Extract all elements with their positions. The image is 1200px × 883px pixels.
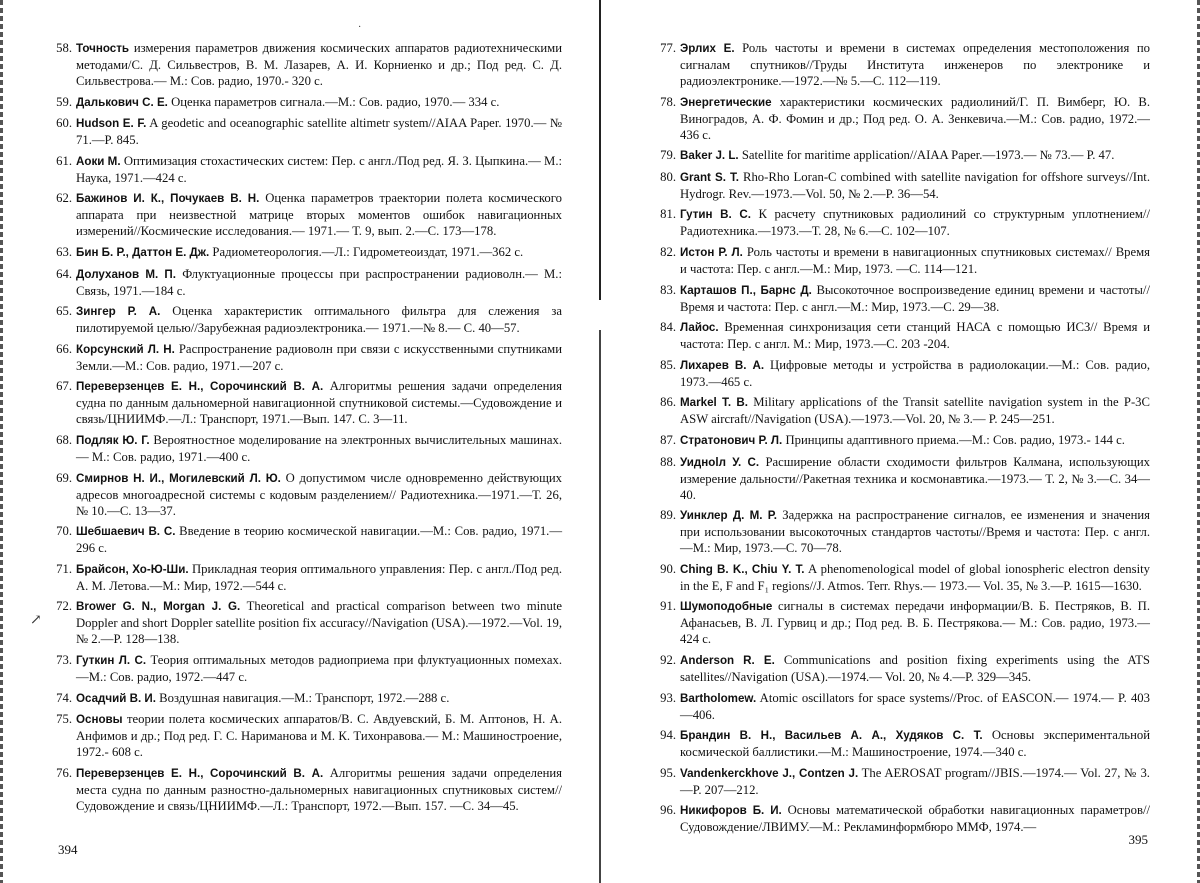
reference-item — [654, 94, 1150, 143]
reference-number: 94. — [654, 727, 676, 743]
reference-text: Оценка параметров сигнала.—М.: Сов. радио, 1970.— 334 с. — [171, 95, 499, 109]
reference-author: Brower G. N., Morgan J. G. — [76, 600, 240, 613]
reference-text: Роль частоты и времени в системах определения местоположения по сигналам спутников//Труды Института инженеров по электронике и радиоэлектронике.—1972.—№ 5.—С. 112—119. — [680, 41, 1150, 88]
reference-item — [50, 561, 562, 594]
reference-item — [654, 357, 1150, 390]
page-number-right: 395 — [1129, 832, 1149, 848]
margin-mark: ↗ — [30, 612, 42, 629]
reference-text: Цифровые методы и устройства в радиолокации.—М.: Сов. радио, 1973.—465 с. — [680, 358, 1150, 389]
reference-text: Временная синхронизация сети станций НАСА с помощью ИСЗ// Время и частота: Пер. с англ. М.: Мир, 1973.—С. 203 -204. — [680, 320, 1150, 351]
reference-author: Точность — [76, 42, 129, 55]
reference-text: A phenomenological model of global ionospheric electron density in the E, F and F₁ regions//J. Atmos. Terr. Rhys.— 1973.— Vol. 35, № 3.—P. 1615—1630. — [680, 562, 1150, 593]
reference-text: Atomic oscillators for space systems//Proc. of EASCON.— 1974.— P. 403—406. — [680, 691, 1150, 722]
reference-number: 67. — [50, 378, 72, 394]
reference-author: Шебшаевич В. С. — [76, 525, 175, 538]
reference-author: Markel T. B. — [680, 396, 748, 409]
reference-number: 72. — [50, 598, 72, 614]
reference-text: Оценка характеристик оптимального фильтра для слежения за пилотируемой целью//Зарубежная радиоэлектроника.— 1971.—№ 8.— С. 40—57. — [76, 304, 562, 335]
reference-number: 81. — [654, 206, 676, 222]
reference-text: Прикладная теория оптимального управления: Пер. с англ./Под ред. А. М. Летова.—М.: Мир, 1972.—544 с. — [76, 562, 562, 593]
reference-text: измерения параметров движения космических аппаратов радиотехническими методами/С. Д. Сильвестров, В. М. Лазарев, А. И. Корниенко и др.; Под ред. С. Д. Сильвестрова.— М.: Сов. радио, 1970.- 320 с. — [76, 41, 562, 88]
reference-number: 80. — [654, 169, 676, 185]
reference-text: О допустимом числе одновременно действующих адресов многоадресной системы с кодовым разделением// Радиотехника.—1971.—Т. 26, № 10.—С. 13—37. — [76, 471, 562, 518]
reference-text: The AEROSAT program//JBIS.—1974.— Vol. 27, № 3.—P. 207—212. — [680, 766, 1150, 797]
reference-text: Theoretical and practical comparison between two minute Doppler and short Doppler satellite position fix accuracy//Navigation (USA).—1972.—Vol. 19, № 2.—P. 128—138. — [76, 599, 562, 646]
reference-item — [654, 394, 1150, 427]
reference-author: Стратонович Р. Л. — [680, 434, 782, 447]
reference-text: Принципы адаптивного приема.—М.: Сов. радио, 1973.- 144 с. — [785, 433, 1125, 447]
reference-text: Расширение области сходимости фильтров Калмана, использующих измерение дальности//Ракетная техника и космонавтика.—1973.— Т. 2, № 3.—С. 34—40. — [680, 455, 1150, 502]
page-right — [606, 0, 1200, 883]
reference-number: 63. — [50, 244, 72, 260]
reference-number: 65. — [50, 303, 72, 319]
reference-number: 86. — [654, 394, 676, 410]
reference-text: Радиометеорология.—Л.: Гидрометеоиздат, 1971.—362 с. — [212, 245, 523, 259]
reference-text: Вероятностное моделирование на электронных вычислительных машинах.— М.: Сов. радио, 1971.—400 с. — [76, 433, 562, 464]
reference-text: Rho-Rho Loran-C combined with satellite navigation for offshore surveys//Int. Hydrogr. Rev.—1973.—Vol. 50, № 2.—P. 36—54. — [680, 170, 1150, 201]
reference-item — [654, 765, 1150, 798]
reference-author: Энергетические — [680, 96, 772, 109]
reference-item — [50, 40, 562, 89]
reference-number: 85. — [654, 357, 676, 373]
reference-number: 70. — [50, 523, 72, 539]
reference-number: 77. — [654, 40, 676, 56]
reference-number: 69. — [50, 470, 72, 486]
reference-number: 66. — [50, 341, 72, 357]
reference-author: Бин Б. Р., Даттон Е. Дж. — [76, 246, 209, 259]
reference-author: Лихарев В. А. — [680, 359, 764, 372]
reference-item — [654, 169, 1150, 202]
reference-author: Эрлих Е. — [680, 42, 735, 55]
reference-item — [50, 652, 562, 685]
reference-author: Основы — [76, 713, 123, 726]
reference-text: A geodetic and oceanographic satellite altimetr system//AIAA Paper. 1970.— № 71.—P. 845. — [76, 116, 562, 147]
reference-number: 62. — [50, 190, 72, 206]
page-left — [0, 0, 600, 883]
reference-author: Hudson E. F. — [76, 117, 146, 130]
reference-text: Теория оптимальных методов радиоприема при флуктуационных помехах.—М.: Сов. радио, 1972.—447 с. — [76, 653, 562, 684]
reference-author: Аоки М. — [76, 155, 121, 168]
reference-number: 71. — [50, 561, 72, 577]
reference-item — [654, 147, 1150, 164]
reference-number: 68. — [50, 432, 72, 448]
reference-author: Vandenkerckhove J., Contzen J. — [680, 767, 858, 780]
reference-text: характеристики космических радиолиний/Г. П. Вимберг, Ю. В. Виноградов, А. Ф. Фомин и др.; Под ред. О. А. Зенкевича.—М.: Сов. радио, 1972.—436 с. — [680, 95, 1150, 142]
reference-text: сигналы в системах передачи информации/В. Б. Пестряков, В. П. Афанасьев, В. Л. Гурвиц и др.; Под ред. В. Б. Пестрякова.— М.: Сов. радио, 1973.—424 с. — [680, 599, 1150, 646]
reference-list-left — [50, 40, 562, 814]
reference-author: Долуханов М. П. — [76, 268, 176, 281]
reference-item — [50, 378, 562, 427]
reference-number: 95. — [654, 765, 676, 781]
reference-item — [654, 454, 1150, 503]
reference-number: 61. — [50, 153, 72, 169]
reference-number: 84. — [654, 319, 676, 335]
reference-item — [654, 507, 1150, 556]
reference-text: Основы экспериментальной космической баллистики.—М.: Машиностроение, 1974.—340 с. — [680, 728, 1150, 759]
reference-author: Уидноlл У. С. — [680, 456, 759, 469]
reference-author: Подляк Ю. Г. — [76, 434, 150, 447]
reference-text: К расчету спутниковых радиолиний со структурным уплотнением// Радиотехника.—1973.—Т. 28, № 6.—С. 102—107. — [680, 207, 1150, 238]
reference-text: Распространение радиоволн при связи с искусственными спутниками Земли.—М.: Сов. радио, 1971.—207 с. — [76, 342, 562, 373]
reference-number: 90. — [654, 561, 676, 577]
reference-number: 60. — [50, 115, 72, 131]
reference-text: Алгоритмы решения задачи определения судна по данным дальномерной навигационной спутниковой системы.—Судовождение и связь/ЦНИИМФ.—Л.: Транспорт, 1971.—Вып. 147. С. 3—11. — [76, 379, 562, 426]
reference-author: Grant S. T. — [680, 171, 739, 184]
reference-number: 96. — [654, 802, 676, 818]
reference-number: 93. — [654, 690, 676, 706]
reference-author: Брайсон, Хо-Ю-Ши. — [76, 563, 189, 576]
reference-number: 64. — [50, 266, 72, 282]
reference-author: Осадчий В. И. — [76, 692, 156, 705]
reference-number: 75. — [50, 711, 72, 727]
reference-text: Основы математической обработки навигационных параметров//Судовождение/ЛВИМУ.—М.: Рекламинформбюро ММФ, 1974.— — [680, 803, 1150, 834]
reference-author: Далькович С. Е. — [76, 96, 168, 109]
reference-item — [50, 432, 562, 465]
reference-item — [654, 244, 1150, 277]
reference-item — [50, 153, 562, 186]
page-number-left: 394 — [58, 842, 78, 858]
reference-author: Истон Р. Л. — [680, 246, 743, 259]
reference-item — [50, 266, 562, 299]
reference-number: 91. — [654, 598, 676, 614]
reference-author: Корсунский Л. Н. — [76, 343, 175, 356]
reference-author: Переверзенцев Е. Н., Сорочинский В. А. — [76, 380, 323, 393]
reference-item — [654, 319, 1150, 352]
reference-author: Гутин В. С. — [680, 208, 751, 221]
reference-author: Переверзенцев Е. Н., Сорочинский В. А. — [76, 767, 323, 780]
reference-item — [654, 561, 1150, 594]
reference-item — [654, 802, 1150, 835]
reference-item — [50, 94, 562, 111]
reference-item — [50, 303, 562, 336]
reference-author: Ching B. K., Chiu Y. T. — [680, 563, 805, 576]
reference-author: Зингер Р. А. — [76, 305, 160, 318]
reference-number: 82. — [654, 244, 676, 260]
reference-number: 79. — [654, 147, 676, 163]
reference-item — [50, 470, 562, 519]
reference-text: Алгоритмы решения задачи определения места судна по данным разностно-дальномерных навигационных спутниковых систем//Судовождение и связь/ЦНИИМФ.—Л.: Транспорт, 1972.—Вып. 157. —С. 34—45. — [76, 766, 562, 813]
reference-author: Карташов П., Барнс Д. — [680, 284, 812, 297]
reference-item — [654, 282, 1150, 315]
reference-author: Никифоров Б. И. — [680, 804, 782, 817]
reference-item — [654, 690, 1150, 723]
reference-item — [654, 727, 1150, 760]
reference-author: Уинклер Д. М. Р. — [680, 509, 777, 522]
scan-speck: · — [358, 22, 361, 33]
reference-text: Высокоточное воспроизведение единиц времени и частоты//Время и частота: Пер. с англ.—М.: Мир, 1973.—С. 29—38. — [680, 283, 1150, 314]
reference-item — [654, 40, 1150, 89]
reference-author: Бажинов И. К., Почукаев В. Н. — [76, 192, 259, 205]
reference-item — [654, 598, 1150, 647]
reference-number: 87. — [654, 432, 676, 448]
reference-author: Anderson R. E. — [680, 654, 775, 667]
reference-author: Шумоподобные — [680, 600, 772, 613]
reference-text: Роль частоты и времени в навигационных спутниковых системах// Время и частота: Пер. с англ.—М.: Мир, 1973. —С. 114—121. — [680, 245, 1150, 276]
reference-item — [50, 598, 562, 647]
reference-author: Брандин В. Н., Васильев А. А., Худяков С. Т. — [680, 729, 983, 742]
reference-text: Satellite for maritime application//AIAA Paper.—1973.— № 73.— P. 47. — [742, 148, 1115, 162]
reference-number: 78. — [654, 94, 676, 110]
reference-text: Введение в теорию космической навигации.—М.: Сов. радио, 1971.—296 с. — [76, 524, 562, 555]
reference-number: 59. — [50, 94, 72, 110]
reference-number: 88. — [654, 454, 676, 470]
reference-author: Смирнов Н. И., Могилевский Л. Ю. — [76, 472, 281, 485]
reference-list-right — [654, 40, 1150, 835]
reference-item — [50, 244, 562, 261]
reference-author: Bartholomew. — [680, 692, 756, 705]
reference-number: 74. — [50, 690, 72, 706]
reference-item — [50, 190, 562, 239]
reference-number: 83. — [654, 282, 676, 298]
reference-text: Задержка на распространение сигналов, ее изменения и значения при использовании высокоточных стандартов частоты//Время и частота: Пер. с англ.—М.: Мир, 1973.—С. 70—78. — [680, 508, 1150, 555]
reference-item — [50, 711, 562, 760]
reference-item — [50, 115, 562, 148]
reference-item — [50, 341, 562, 374]
reference-item — [654, 432, 1150, 449]
reference-text: Оптимизация стохастических систем: Пер. с англ./Под ред. Я. З. Цыпкина.— М.: Наука, 1971.—424 с. — [76, 154, 562, 185]
reference-number: 92. — [654, 652, 676, 668]
reference-item — [50, 690, 562, 707]
reference-text: Воздушная навигация.—М.: Транспорт, 1972.—288 с. — [159, 691, 449, 705]
reference-text: теории полета космических аппаратов/В. С. Авдуевский, Б. М. Аптонов, Н. А. Анфимов и др.; Под ред. Г. С. Нариманова и М. К. Тихонравова.— М.: Машиностроение, 1972.- 608 с. — [76, 712, 562, 759]
reference-text: Communications and position fixing experiments using the ATS satellites//Navigation (USA).—1974.— Vol. 20, № 4.—P. 329—345. — [680, 653, 1150, 684]
reference-text: Military applications of the Transit satellite navigation system in the P-3C ASW aircraft//Navigation (USA).—1973.—Vol. 20, № 3.— P. 245—251. — [680, 395, 1150, 426]
reference-number: 89. — [654, 507, 676, 523]
reference-author: Лайос. — [680, 321, 719, 334]
reference-text: Флуктуационные процессы при распространении радиоволн.— М.: Связь, 1971.—184 с. — [76, 267, 562, 298]
reference-author: Гуткин Л. С. — [76, 654, 146, 667]
reference-number: 76. — [50, 765, 72, 781]
reference-item — [654, 206, 1150, 239]
reference-item — [50, 523, 562, 556]
reference-item — [50, 765, 562, 814]
reference-number: 73. — [50, 652, 72, 668]
reference-item — [654, 652, 1150, 685]
reference-text: Оценка параметров траектории полета космического аппарата при неизвестной матрице вторых моментов ошибок навигационных измерений//Космические исследования.— 1971.— Т. 9, вып. 2.—С. 173—178. — [76, 191, 562, 238]
reference-number: 58. — [50, 40, 72, 56]
reference-author: Baker J. L. — [680, 149, 739, 162]
